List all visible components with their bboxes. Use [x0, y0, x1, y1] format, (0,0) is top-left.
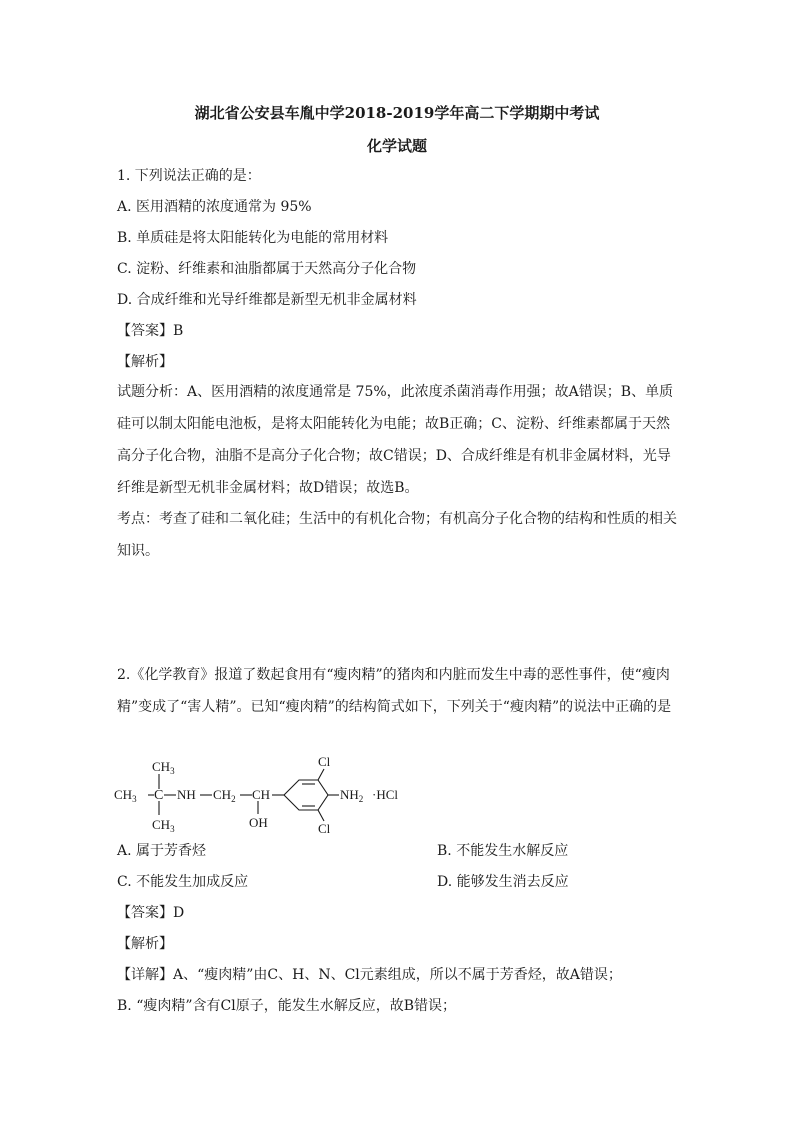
q1-option-c: C. 淀粉、纤维素和油脂都属于天然高分子化合物 — [117, 261, 417, 277]
q2-analysis-label: 【解析】 — [117, 936, 173, 952]
ch3-top-label: $CH_3$ — [152, 759, 175, 776]
ch3-left-label: $CH_3$ — [114, 787, 137, 804]
ch3-bottom-label: $CH_3$ — [152, 817, 175, 834]
quaternary-carbon-label: C — [154, 788, 164, 803]
q1-answer: 【答案】B — [117, 323, 184, 339]
q2-option-d: D. 能够发生消去反应 — [437, 874, 569, 890]
cl-bottom-label: Cl — [318, 821, 331, 836]
q1-kaodian: 考点：考查了硅和二氧化硅；生活中的有机化合物；有机高分子化合物的结构和性质的相关知识。 — [117, 511, 677, 559]
q1-option-b: B. 单质硅是将太阳能转化为电能的常用材料 — [117, 230, 389, 246]
q1-option-d: D. 合成纤维和光导纤维都是新型无机非金属材料 — [117, 292, 417, 308]
q2-detail-b: B. “瘦肉精”含有Cl原子，能发生水解反应，故B错误； — [117, 998, 456, 1014]
q2-option-b: B. 不能发生水解反应 — [437, 843, 569, 859]
oh-label: OH — [249, 815, 268, 830]
ch2-label: $CH_2$ — [213, 787, 236, 804]
q2-option-a: A. 属于芳香烃 — [117, 843, 207, 859]
hcl-label: ·HCl — [372, 787, 398, 802]
q1-stem: 1. 下列说法正确的是： — [117, 168, 261, 184]
nh-label: NH — [177, 787, 196, 802]
q2-detail-a: 【详解】A、“瘦肉精”由C、H、N、Cl元素组成，所以不属于芳香烃，故A错误； — [117, 967, 622, 983]
q2-option-c: C. 不能发生加成反应 — [117, 874, 249, 890]
cl-top-label: Cl — [318, 754, 331, 769]
ch-label: CH — [252, 787, 271, 802]
q1-analysis-label: 【解析】 — [117, 354, 173, 370]
document-subtitle: 化学试题 — [366, 137, 427, 155]
q1-analysis: 试题分析：A、医用酒精的浓度通常是 75%，此浓度杀菌消毒作用强；故A错误；B、单质硅可以制太阳能电池板，是将太阳能转化为电能；故B正确；C、淀粉、纤维素都属于天然高分子化合物，油脂不是高分子化合物；故C错误；D、合成纤维是有机非金属材料，光导纤维是新型无机非金属材料；故D错误；故选B。 — [117, 384, 674, 496]
q2-stem: 2.《化学教育》报道了数起食用有“瘦肉精”的猪肉和内脏而发生中毒的恶性事件，使“瘦肉精”变成了“害人精”。已知“瘦肉精”的结构简式如下，下列关于“瘦肉精”的说法中正确的是 — [117, 667, 672, 715]
clenbuterol-structure — [110, 752, 420, 838]
q2-answer: 【答案】D — [117, 905, 185, 921]
document-title: 湖北省公安县车胤中学2018-2019学年高二下学期期中考试 — [194, 104, 600, 122]
q1-option-a: A. 医用酒精的浓度通常为 95% — [117, 199, 312, 215]
nh2-label: $NH_2$ — [340, 787, 364, 804]
